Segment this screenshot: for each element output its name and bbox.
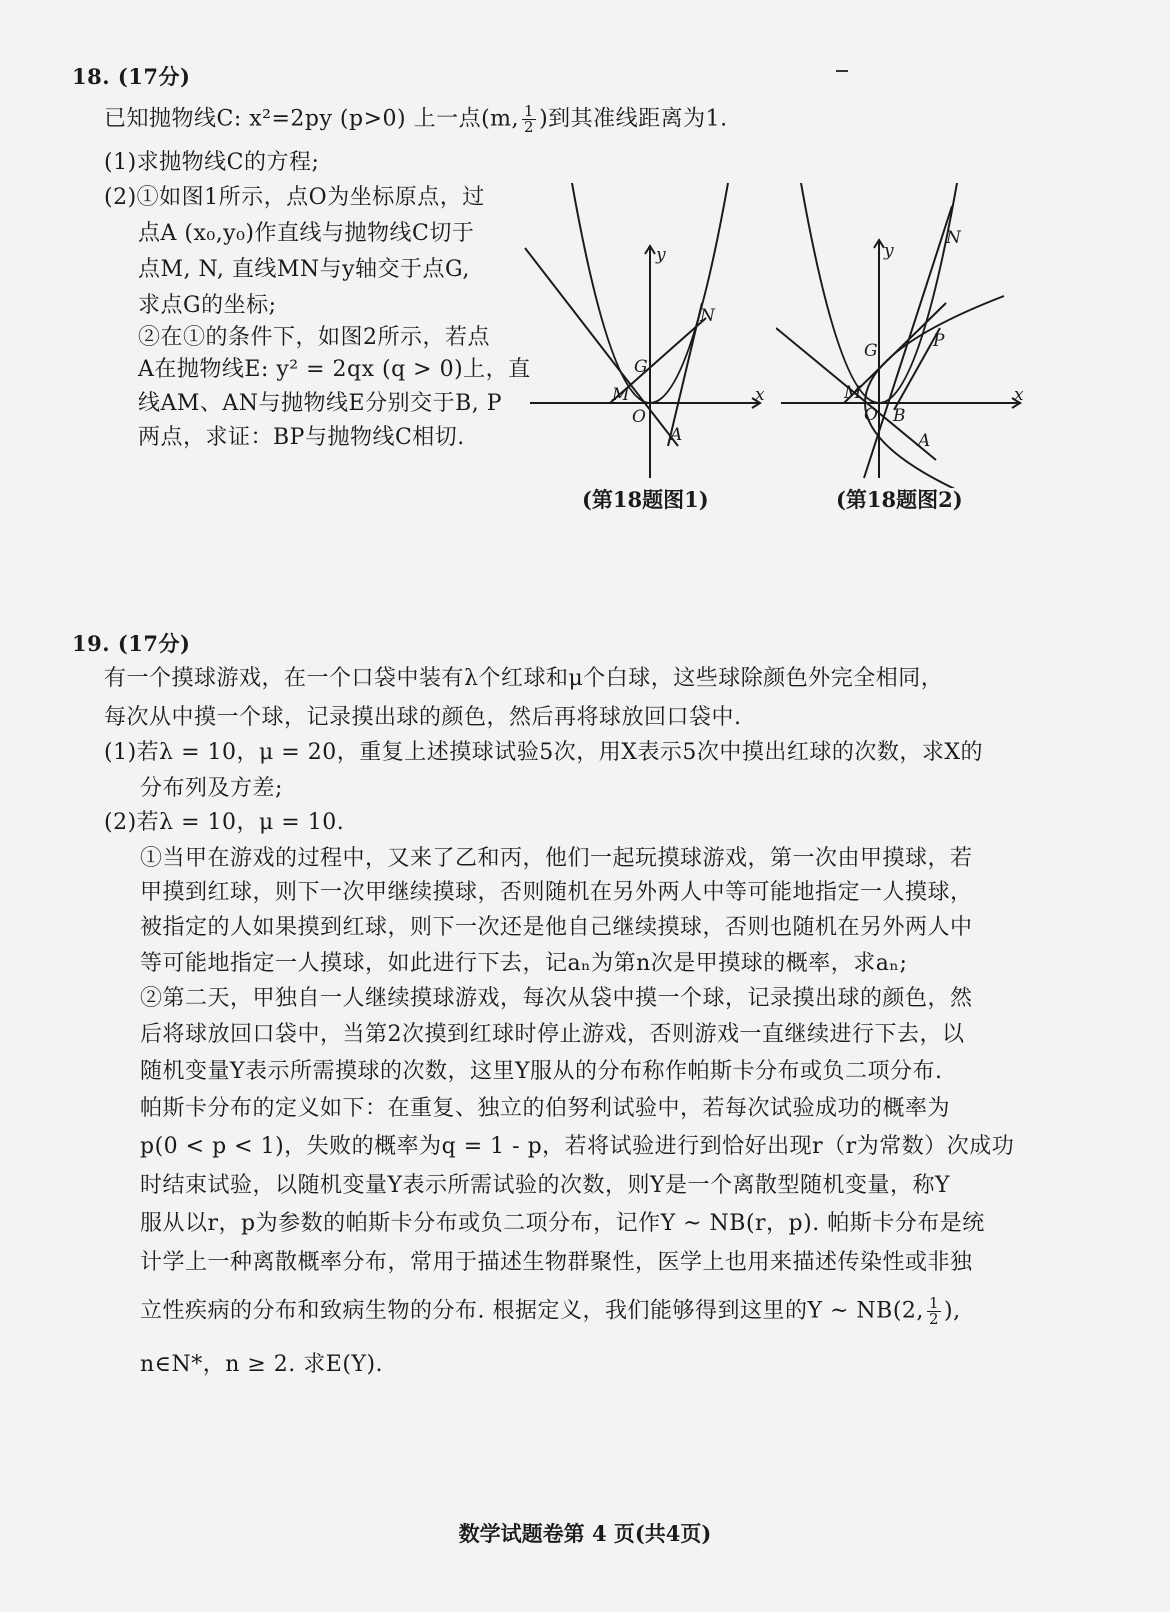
q18-part2-line: 点M, N, 直线MN与y轴交于点G, [138,257,470,282]
q19-line: 帕斯卡分布的定义如下：在重复、独立的伯努利试验中，若每次试验成功的概率为 [140,1096,951,1121]
label-n: N [700,306,715,326]
q19-line: 每次从中摸一个球，记录摸出球的颜色，然后再将球放回口袋中. [104,705,742,730]
q19-line: 被指定的人如果摸到红球，则下一次还是他自己继续摸球，否则也随机在另外两人中 [140,915,973,940]
q19-line: (1)若λ = 10，μ = 20，重复上述摸球试验5次，用X表示5次中摸出红球的次数，求X的 [104,740,984,765]
fraction-denominator: 2 [928,1310,939,1328]
q19-line: 有一个摸球游戏，在一个口袋中装有λ个红球和μ个白球，这些球除颜色外完全相同， [104,666,944,691]
label-g: G [634,357,648,377]
q19-final-line: n∈N*，n ≥ 2. 求E(Y). [140,1352,384,1377]
label-n: N [946,228,961,248]
label-b: B [893,406,906,426]
label-o: O [632,407,646,427]
q19-line: 计学上一种离散概率分布，常用于描述生物群聚性，医学上也用来描述传染性或非独 [140,1250,973,1275]
corner-mark [836,70,848,72]
q19-line: (2)若λ = 10，μ = 10. [104,810,345,835]
q19-line: 时结束试验，以随机变量Y表示所需试验的次数，则Y是一个离散型随机变量，称Y [140,1173,951,1198]
label-p: P [933,331,945,351]
figure-1-caption: (第18题图1) [582,487,709,512]
fraction-numerator: 1 [928,1294,939,1312]
label-x: x [755,385,765,405]
q19-line: 后将球放回口袋中，当第2次摸到红球时停止游戏，否则游戏一直继续进行下去，以 [140,1022,965,1047]
q18-part2-line: 两点，求证：BP与抛物线C相切. [138,425,465,450]
label-g: G [864,341,878,361]
q18-part2-line: A在抛物线E: y² = 2qx (q > 0)上，直 [138,357,531,382]
q19-line: ②第二天，甲独自一人继续摸球游戏，每次从袋中摸一个球，记录摸出球的颜色，然 [140,986,973,1011]
label-a: A [670,425,683,445]
q18-part2-line: 点A (x₀,y₀)作直线与抛物线C切于 [138,221,475,246]
q19-last-line [140,1296,961,1327]
q19-line: 等可能地指定一人摸球，如此进行下去，记aₙ为第n次是甲摸球的概率，求aₙ; [140,951,908,976]
label-x: x [1014,385,1024,405]
fraction-numerator: 1 [524,102,535,120]
figure-2 [776,178,1036,488]
page-footer: 数学试题卷第 4 页(共4页) [458,1521,712,1546]
q19-fraction [927,1296,941,1327]
q18-part2-line: ②在①的条件下，如图2所示，若点 [138,325,490,350]
label-y: y [884,241,894,261]
q19-last-pre: 立性疾病的分布和致病生物的分布. 根据定义，我们能够得到这里的Y ~ NB(2, [140,1298,924,1324]
q19-header: 19. (17分) [72,631,191,656]
q18-intro [104,104,728,135]
label-a: A [918,431,931,451]
q18-part2-line: 求点G的坐标; [138,293,277,318]
q19-line: 随机变量Y表示所需摸球的次数，这里Y服从的分布称作帕斯卡分布或负二项分布. [140,1059,943,1084]
q18-part2-line: 线AM、AN与抛物线E分别交于B, P [138,391,503,416]
fraction-denominator: 2 [524,118,535,136]
q18-part2-line: (2)①如图1所示，点O为坐标原点，过 [104,185,485,210]
label-m: M [844,383,862,403]
figure-2-caption: (第18题图2) [836,487,963,512]
tangent-am [525,248,678,446]
label-m: M [612,385,630,405]
q19-line: 甲摸到红球，则下一次甲继续摸球，否则随机在另外两人中等可能地指定一人摸球， [140,880,973,905]
q18-header: 18. (17分) [72,64,191,89]
label-o: O [864,405,878,425]
q19-line: 分布列及方差; [140,776,283,801]
q19-last-post: ), [943,1298,961,1324]
label-y: y [656,245,666,265]
q19-line: ①当甲在游戏的过程中，又来了乙和丙，他们一起玩摸球游戏，第一次由甲摸球，若 [140,846,973,871]
q18-part1: (1)求抛物线C的方程; [104,150,320,175]
q19-line: 服从以r，p为参数的帕斯卡分布或负二项分布，记作Y ~ NB(r，p). 帕斯卡分布是统 [140,1211,985,1236]
q19-line: p(0 < p < 1)，失败的概率为q = 1 - p，若将试验进行到恰好出现r（r为常数）次成功 [140,1134,1015,1159]
figure-1 [520,178,780,488]
q18-intro-pre: 已知抛物线C: x²=2py (p>0) 上一点(m, [104,106,520,132]
q18-intro-fraction [522,104,536,135]
q18-intro-post: )到其准线距离为1. [539,106,728,132]
